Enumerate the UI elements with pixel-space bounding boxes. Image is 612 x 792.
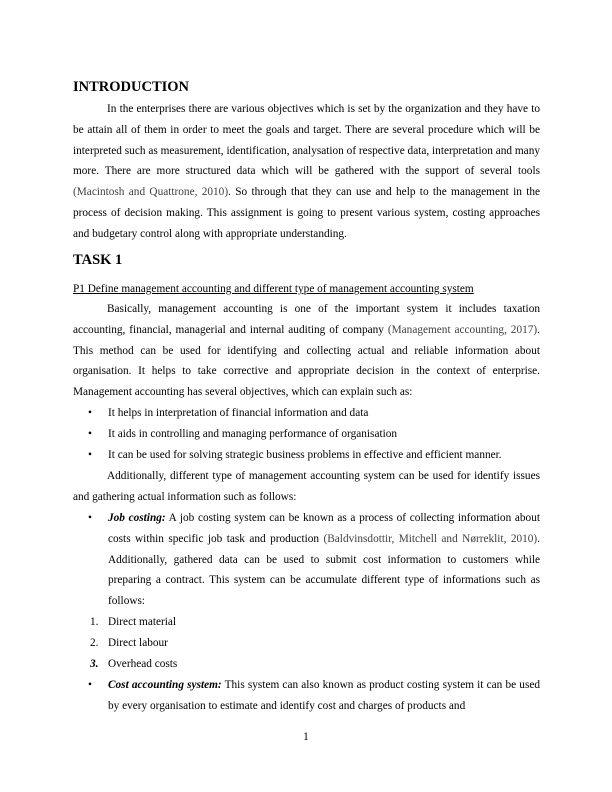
cost-accounting-label: Cost accounting system: [108,679,222,691]
page-number: 1 [303,731,309,743]
numbered-item-3: Overhead costs [108,658,178,670]
intro-text-b: . So through that they can use and help to the management in the process of decision making. This assignment is going to present various system, costing approaches and budgetary control along with appropriate understanding. [73,186,540,240]
bullet-icon: • [88,679,92,691]
intro-heading: INTRODUCTION [73,79,190,95]
job-costing-item [108,508,540,612]
numbered-item-1: Direct material [108,616,177,628]
task1-subheading: P1 Define management accounting and different type of management accounting system [73,283,474,295]
job-costing-label: Job costing: [108,512,166,524]
intro-citation: (Macintosh and Quattrone, 2010) [73,186,229,199]
intro-paragraph [73,99,540,245]
task1-paragraph-1 [73,299,540,403]
p1-text-a: Basically, management accounting is one of the important system it includes taxation accounting, financial, managerial and internal auditing of company [73,303,540,336]
bullet-icon: • [88,407,92,419]
intro-text-a: In the enterprises there are various objectives which is set by the organization and they have to be attain all of them in order to meet the goals and target. There are several procedure which will be interpreted such as measurement, identification, analysation of respective data, interpretation and many more. There are more structured data which will be gathered with the support of several tools [73,103,540,178]
bullet-icon: • [88,449,92,461]
numbered-marker-2: 2. [90,637,99,649]
cost-accounting-text: This system can also known as product costing system it can be used by every organisation to estimate and identify cost and charges of products and [108,679,540,712]
bullet-icon: • [88,428,92,440]
numbered-marker-1: 1. [90,616,99,628]
cost-accounting-item [108,675,540,717]
task1-heading: TASK 1 [73,252,123,268]
objective-item-2: It aids in controlling and managing performance of organisation [108,428,398,440]
numbered-marker-3: 3. [90,658,99,670]
job-costing-citation: (Baldvinsdottir, Mitchell and Nørreklit, 2010) [323,532,538,545]
objective-item-3: It can be used for solving strategic business problems in effective and efficient manner. [108,449,502,461]
job-costing-text-b: . Additionally, gathered data can be used to submit cost information to customers while preparing a contract. This system can be accumulate different type of informations such as follows: [108,532,541,608]
p1-text-b: . This method can be used for identifying and collecting actual and reliable information about organisation. It helps to take corrective and appropriate decision in the context of enterprise. Management accounting has several objectives, which can explain such as: [73,323,540,399]
task1-paragraph-2: Additionally, different type of management accounting system can be used for identify issues and gathering actual information such as follows: [73,470,540,503]
p1-citation: (Management accounting, 2017) [387,323,538,336]
objective-item-1: It helps in interpretation of financial information and data [108,407,369,419]
numbered-item-2: Direct labour [108,637,168,649]
job-costing-text-a: A job costing system can be known as a process of collecting information about costs within specific job task and production [108,512,540,545]
bullet-icon: • [88,512,92,524]
